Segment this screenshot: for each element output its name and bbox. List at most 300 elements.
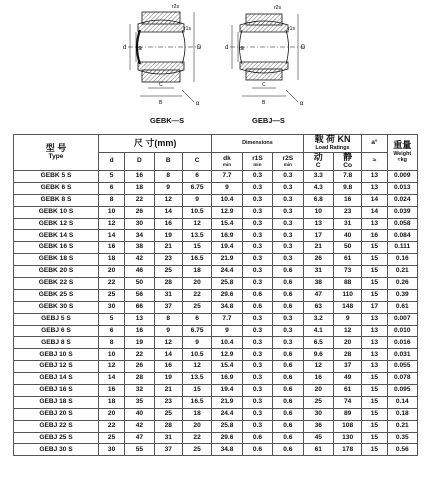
cell-dynamic: 21 [303,242,333,254]
cell-weight: 0.084 [387,230,418,242]
table-row [14,266,418,278]
cell-r2s: 0.6 [273,396,303,408]
cell-C: 25 [182,301,211,313]
header-type-en: Type [48,153,64,160]
cell-type: GEBJ 18 S [14,396,99,408]
gebk-label-d: d [123,45,127,51]
cell-alpha: 15 [362,373,387,385]
cell-dynamic: 6.5 [303,337,333,349]
cell-r1s: 0.3 [242,361,272,373]
cell-C: 13.5 [182,373,211,385]
cell-weight: 0.21 [387,266,418,278]
cell-r2s: 0.3 [273,218,303,230]
cell-r2s: 0.6 [273,444,303,456]
cell-B: 14 [154,349,182,361]
cell-C: 6 [182,313,211,325]
cell-alpha: 16 [362,230,387,242]
cell-d: 5 [98,313,124,325]
cell-C: 6 [182,171,211,183]
cell-dynamic: 12 [303,361,333,373]
table-row [14,230,418,242]
header-r1s: r1S min [242,153,272,171]
cell-d: 6 [98,182,124,194]
cell-type: GEBK 22 S [14,278,99,290]
cell-type: GEBJ 12 S [14,361,99,373]
cell-type: GEBJ 6 S [14,325,99,337]
header-approx: ≈ [362,153,387,171]
cell-dk: 7.7 [212,171,242,183]
cell-type: GEBK 6 S [14,182,99,194]
cell-d: 8 [98,194,124,206]
cell-r1s: 0.3 [242,242,272,254]
cell-d: 12 [98,218,124,230]
cell-weight: 0.095 [387,385,418,397]
table-row [14,373,418,385]
cell-d: 22 [98,278,124,290]
cell-d: 30 [98,444,124,456]
cell-D: 19 [125,337,154,349]
cell-r2s: 0.3 [273,325,303,337]
cell-dynamic: 17 [303,230,333,242]
cell-alpha: 15 [362,242,387,254]
cell-dynamic: 9.6 [303,349,333,361]
cell-dk: 25.8 [212,278,242,290]
cell-dk: 34.8 [212,444,242,456]
cell-B: 19 [154,230,182,242]
cell-C: 6.75 [182,325,211,337]
cell-D: 34 [125,230,154,242]
cell-B: 8 [154,313,182,325]
cell-type: GEBK 12 S [14,218,99,230]
cell-d: 10 [98,349,124,361]
cell-alpha: 15 [362,408,387,420]
cell-dynamic: 31 [303,266,333,278]
cell-dynamic: 25 [303,396,333,408]
cell-B: 9 [154,325,182,337]
cell-d: 25 [98,289,124,301]
cell-weight: 0.009 [387,171,418,183]
cell-dynamic: 30 [303,408,333,420]
cell-dk: 29.6 [212,289,242,301]
cell-d: 14 [98,373,124,385]
cell-r2s: 0.3 [273,182,303,194]
cell-r1s: 0.3 [242,266,272,278]
cell-type: GEBJ 14 S [14,373,99,385]
cell-r1s: 0.3 [242,337,272,349]
cell-d: 25 [98,432,124,444]
cell-r2s: 0.6 [273,420,303,432]
cell-dk: 21.9 [212,396,242,408]
gebk-label-r2s: r2s [172,4,179,10]
cell-dynamic: 26 [303,254,333,266]
cell-static: 89 [333,408,361,420]
cell-type: GEBK 8 S [14,194,99,206]
cell-dynamic: 4.3 [303,182,333,194]
cell-weight: 0.26 [387,278,418,290]
table-header [14,135,418,171]
cell-weight: 0.21 [387,420,418,432]
cell-static: 50 [333,242,361,254]
cell-C: 18 [182,266,211,278]
cell-alpha: 13 [362,361,387,373]
cell-dynamic: 10 [303,206,333,218]
cell-static: 73 [333,266,361,278]
cell-B: 28 [154,278,182,290]
cell-C: 6.75 [182,182,211,194]
cell-alpha: 15 [362,266,387,278]
cell-type: GEBK 18 S [14,254,99,266]
cell-static: 12 [333,325,361,337]
cell-r2s: 0.6 [273,408,303,420]
table-row [14,242,418,254]
cell-static: 9 [333,313,361,325]
cell-dk: 9 [212,182,242,194]
cell-r1s: 0.6 [242,432,272,444]
cell-D: 56 [125,289,154,301]
cell-alpha: 14 [362,206,387,218]
cell-r1s: 0.3 [242,182,272,194]
cell-dk: 19.4 [212,242,242,254]
cell-r2s: 0.6 [273,301,303,313]
cell-B: 9 [154,182,182,194]
cell-d: 20 [98,266,124,278]
cell-C: 25 [182,444,211,456]
cell-C: 18 [182,408,211,420]
cell-alpha: 15 [362,444,387,456]
cell-r2s: 0.3 [273,206,303,218]
cell-dynamic: 4.1 [303,325,333,337]
cell-static: 178 [333,444,361,456]
cell-weight: 0.010 [387,325,418,337]
gebj-label-r1s: r1s [288,26,295,32]
cell-alpha: 14 [362,194,387,206]
cell-r2s: 0.6 [273,289,303,301]
cell-D: 18 [125,182,154,194]
cell-r2s: 0.3 [273,230,303,242]
header-B: B [154,153,182,171]
cell-D: 50 [125,278,154,290]
table-row [14,337,418,349]
cell-dynamic: 36 [303,420,333,432]
cell-alpha: 15 [362,289,387,301]
cell-type: GEBK 30 S [14,301,99,313]
cell-alpha: 13 [362,337,387,349]
cell-r1s: 0.3 [242,230,272,242]
cell-C: 20 [182,278,211,290]
cell-C: 16.5 [182,254,211,266]
cell-dk: 12.9 [212,349,242,361]
cell-dynamic: 6.8 [303,194,333,206]
technical-drawings [0,0,433,132]
cell-r1s: 0.6 [242,301,272,313]
cell-D: 28 [125,373,154,385]
cell-B: 14 [154,206,182,218]
header-static: 静 Co [333,153,361,171]
gebj-label-alpha: α [300,101,304,107]
cell-B: 31 [154,289,182,301]
cell-r1s: 0.3 [242,218,272,230]
cell-B: 16 [154,218,182,230]
gebk-label-dk: dk [137,46,143,52]
cell-D: 26 [125,206,154,218]
cell-type: GEBJ 22 S [14,420,99,432]
cell-type: GEBJ 5 S [14,313,99,325]
cell-type: GEBJ 10 S [14,349,99,361]
cell-d: 16 [98,242,124,254]
cell-type: GEBK 5 S [14,171,99,183]
cell-type: GEBK 10 S [14,206,99,218]
cell-d: 18 [98,254,124,266]
cell-static: 108 [333,420,361,432]
cell-type: GEBK 16 S [14,242,99,254]
cell-B: 8 [154,171,182,183]
gebk-drawing [120,0,215,115]
cell-r1s: 0.3 [242,278,272,290]
gebj-label-r2s: r2s [274,5,281,11]
cell-dk: 15.4 [212,218,242,230]
gebj-label-B: B [262,100,266,106]
cell-B: 21 [154,242,182,254]
cell-B: 37 [154,444,182,456]
cell-r2s: 0.3 [273,254,303,266]
cell-alpha: 13 [362,182,387,194]
cell-dk: 34.8 [212,301,242,313]
cell-weight: 0.058 [387,218,418,230]
cell-B: 23 [154,396,182,408]
cell-dynamic: 38 [303,278,333,290]
cell-d: 10 [98,206,124,218]
cell-alpha: 13 [362,218,387,230]
cell-dk: 24.4 [212,266,242,278]
cell-alpha: 15 [362,396,387,408]
cell-r1s: 0.3 [242,349,272,361]
table-row [14,325,418,337]
cell-static: 61 [333,385,361,397]
cell-r2s: 0.3 [273,242,303,254]
header-alpha: a° [362,135,387,153]
header-type [14,135,99,171]
cell-static: 7.8 [333,171,361,183]
header-dim-en: Dimensions [212,135,303,153]
cell-dynamic: 61 [303,444,333,456]
cell-dk: 9 [212,325,242,337]
cell-static: 9.8 [333,182,361,194]
header-C: C [182,153,211,171]
cell-B: 19 [154,373,182,385]
cell-dynamic: 16 [303,373,333,385]
cell-static: 61 [333,254,361,266]
cell-D: 26 [125,361,154,373]
cell-dynamic: 47 [303,289,333,301]
cell-r2s: 0.6 [273,349,303,361]
cell-dk: 15.4 [212,361,242,373]
table-row [14,385,418,397]
table-row [14,313,418,325]
cell-D: 35 [125,396,154,408]
cell-D: 46 [125,266,154,278]
cell-r1s: 0.3 [242,385,272,397]
cell-type: GEBJ 30 S [14,444,99,456]
cell-d: 6 [98,325,124,337]
cell-d: 5 [98,171,124,183]
cell-weight: 0.007 [387,313,418,325]
cell-alpha: 17 [362,301,387,313]
cell-r1s: 0.3 [242,254,272,266]
cell-alpha: 13 [362,171,387,183]
cell-alpha: 13 [362,349,387,361]
cell-C: 10.5 [182,349,211,361]
cell-C: 10.5 [182,206,211,218]
gebk-label-C: C [159,82,163,88]
cell-type: GEBJ 8 S [14,337,99,349]
cell-dk: 19.4 [212,385,242,397]
cell-weight: 0.055 [387,361,418,373]
cell-r2s: 0.3 [273,313,303,325]
cell-r1s: 0.6 [242,289,272,301]
cell-dk: 25.8 [212,420,242,432]
cell-r2s: 0.3 [273,171,303,183]
cell-C: 22 [182,289,211,301]
cell-weight: 0.039 [387,206,418,218]
cell-alpha: 13 [362,313,387,325]
gebj-label-dk: dk [239,46,245,52]
cell-weight: 0.031 [387,349,418,361]
cell-D: 42 [125,420,154,432]
cell-alpha: 13 [362,325,387,337]
cell-B: 28 [154,420,182,432]
cell-dk: 10.4 [212,194,242,206]
cell-static: 110 [333,289,361,301]
cell-static: 31 [333,218,361,230]
cell-dk: 24.4 [212,408,242,420]
cell-d: 8 [98,337,124,349]
table-row [14,420,418,432]
cell-D: 16 [125,171,154,183]
cell-D: 38 [125,242,154,254]
cell-r2s: 0.6 [273,266,303,278]
cell-weight: 0.024 [387,194,418,206]
cell-dynamic: 13 [303,218,333,230]
table-row [14,171,418,183]
cell-B: 16 [154,361,182,373]
cell-d: 14 [98,230,124,242]
cell-D: 47 [125,432,154,444]
cell-dk: 16.9 [212,373,242,385]
table-row [14,278,418,290]
cell-C: 22 [182,432,211,444]
cell-B: 23 [154,254,182,266]
header-dynamic: 动 C [303,153,333,171]
cell-static: 20 [333,337,361,349]
cell-r2s: 0.6 [273,432,303,444]
cell-B: 25 [154,266,182,278]
cell-D: 22 [125,349,154,361]
cell-weight: 0.39 [387,289,418,301]
table-row [14,194,418,206]
cell-weight: 0.61 [387,301,418,313]
cell-static: 23 [333,206,361,218]
cell-r1s: 0.3 [242,396,272,408]
cell-type: GEBJ 20 S [14,408,99,420]
cell-weight: 0.56 [387,444,418,456]
cell-C: 9 [182,337,211,349]
cell-D: 30 [125,218,154,230]
cell-r1s: 0.3 [242,171,272,183]
cell-dk: 10.4 [212,337,242,349]
cell-d: 22 [98,420,124,432]
cell-weight: 0.16 [387,254,418,266]
gebk-label-alpha: α [196,101,200,107]
cell-weight: 0.14 [387,396,418,408]
cell-C: 20 [182,420,211,432]
cell-type: GEBJ 25 S [14,432,99,444]
gebj-label-C: C [262,82,266,88]
table-row [14,254,418,266]
table-row [14,301,418,313]
table-row [14,408,418,420]
cell-type: GEBK 14 S [14,230,99,242]
cell-static: 40 [333,230,361,242]
cell-alpha: 15 [362,254,387,266]
cell-C: 15 [182,242,211,254]
cell-static: 148 [333,301,361,313]
cell-static: 37 [333,361,361,373]
cell-dk: 16.9 [212,230,242,242]
cell-r1s: 0.3 [242,194,272,206]
gebk-label-D: D [197,45,202,51]
header-d: d [98,153,124,171]
cell-static: 16 [333,194,361,206]
cell-C: 16.5 [182,396,211,408]
table-row [14,432,418,444]
table-row [14,206,418,218]
cell-C: 12 [182,361,211,373]
cell-B: 31 [154,432,182,444]
cell-dynamic: 3.2 [303,313,333,325]
cell-D: 32 [125,385,154,397]
cell-static: 28 [333,349,361,361]
cell-r2s: 0.6 [273,361,303,373]
cell-r1s: 0.3 [242,373,272,385]
cell-r1s: 0.3 [242,206,272,218]
cell-type: GEBK 25 S [14,289,99,301]
cell-weight: 0.35 [387,432,418,444]
spec-table [13,134,418,456]
gebj-label-D: D [301,45,306,51]
cell-dynamic: 3.3 [303,171,333,183]
header-weight: 重量 Weight ≈kg [387,135,418,171]
cell-C: 12 [182,218,211,230]
cell-C: 15 [182,385,211,397]
gebk-caption: GEBK—S [150,116,185,125]
cell-C: 9 [182,194,211,206]
gebk-label-B: B [159,100,163,106]
cell-r2s: 0.6 [273,278,303,290]
cell-r2s: 0.6 [273,385,303,397]
header-load: 载 荷 KN Load Ratings [303,135,362,153]
table-row [14,289,418,301]
cell-weight: 0.016 [387,337,418,349]
table-body [14,171,418,456]
cell-r2s: 0.3 [273,337,303,349]
cell-B: 12 [154,337,182,349]
gebk-label-r1s: r1s [184,26,191,32]
cell-D: 22 [125,194,154,206]
cell-B: 21 [154,385,182,397]
cell-alpha: 15 [362,432,387,444]
cell-d: 16 [98,385,124,397]
cell-D: 42 [125,254,154,266]
